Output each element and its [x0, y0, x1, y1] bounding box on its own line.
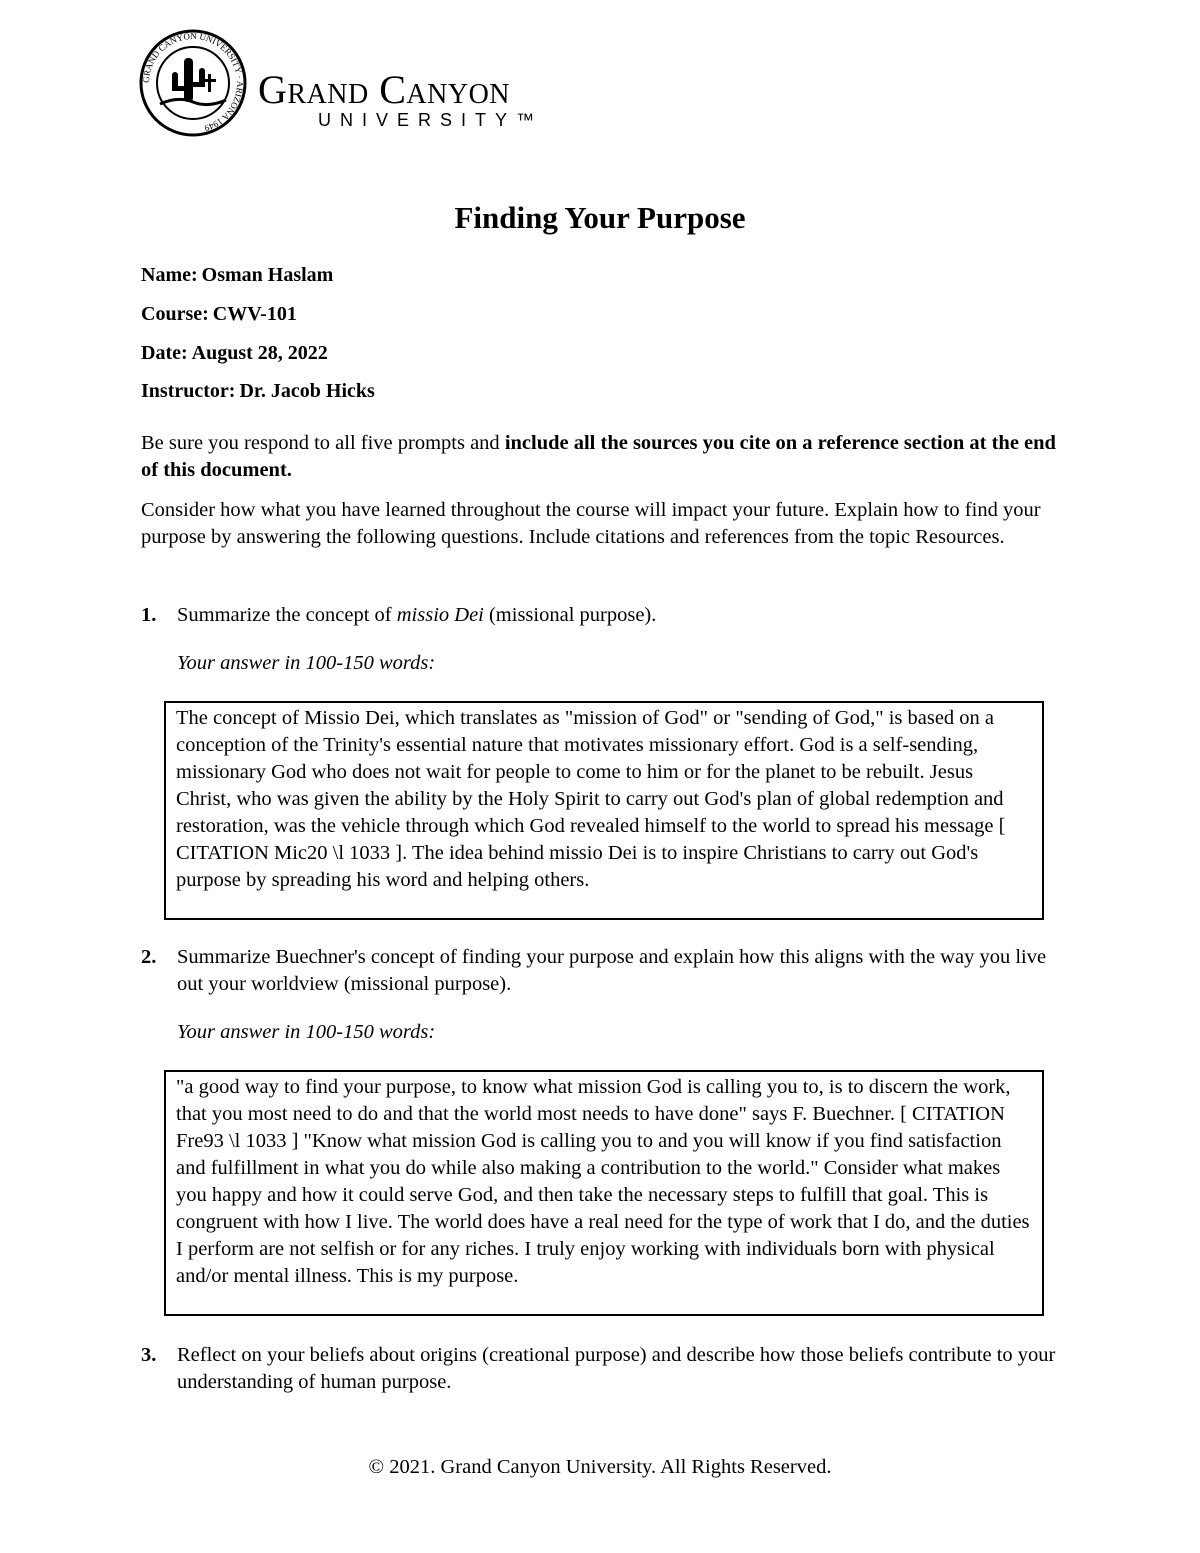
- answer-label-1: Your answer in 100-150 words:: [177, 652, 436, 674]
- name-label: Name:: [141, 264, 198, 286]
- course-label: Course:: [141, 303, 209, 325]
- intro-plain: Be sure you respond to all five prompts and: [141, 432, 505, 454]
- question-text: Summarize Buechner's concept of finding your purpose and explain how this aligns with the way you live out your worldview (missional purpose).: [177, 946, 1047, 995]
- instructions-body: Consider how what you have learned throughout the course will impact your future. Explain how to find your purpose by answering the following questions. Include citations and references from the topic Resources.: [141, 499, 1041, 548]
- instructions-intro: [141, 430, 1061, 484]
- answer-box-2[interactable]: "a good way to find your purpose, to know what mission God is calling you to, is to discern the work, that you most need to do and that the world most needs to have done" says F. Buechner. [ CITATION Fre93 \l 1033 ] "Know what mission God is calling you to and you will know if you find satisfaction and fulfillment in what you do while also making a contribution to the world." Consider what makes you happy and how it could serve God, and then take the necessary steps to fulfill that goal. This is congruent with how I live. The world does have a real need for the type of work that I do, and the duties I perform are not selfish or for any riches. I truly enjoy working with individuals born with physical and/or mental illness. This is my purpose.: [164, 1070, 1044, 1316]
- question-text: Reflect on your beliefs about origins (creational purpose) and describe how those beliefs contribute to your understanding of human purpose.: [177, 1344, 1056, 1393]
- course-line: [141, 303, 297, 326]
- name-value: Osman Haslam: [201, 264, 334, 286]
- answer-label-2: Your answer in 100-150 words:: [177, 1021, 436, 1043]
- svg-text:GRAND CANYON UNIVERSITY · ARIZ: GRAND CANYON UNIVERSITY · ARIZONA 1949: [140, 30, 246, 134]
- university-logo: [138, 28, 618, 138]
- instructor-label: Instructor:: [141, 380, 236, 402]
- question-number: 2.: [141, 946, 157, 968]
- copyright-footer: © 2021. Grand Canyon University. All Rights Reserved.: [368, 1456, 832, 1478]
- question-text: Summarize the concept of missio Dei (missional purpose).: [177, 604, 657, 626]
- course-value: CWV-101: [212, 303, 297, 325]
- wordmark-main: Grand Canyon: [258, 67, 511, 112]
- answer-box-1[interactable]: The concept of Missio Dei, which translates as "mission of God" or "sending of God," is based on a conception of the Trinity's essential nature that motivates missionary effort. God is a self-sending, missionary God who does not wait for people to come to him or for the planet to be rebuilt. Jesus Christ, who was given the ability by the Holy Spirit to carry out God's plan of global redemption and restoration, was the vehicle through which God revealed himself to the world to spread his message [ CITATION Mic20 \l 1033 ]. The idea behind missio Dei is to inspire Christians to carry out God's purpose by spreading his word and helping others.: [164, 701, 1044, 920]
- date-value: August 28, 2022: [191, 342, 328, 364]
- page-title: Finding Your Purpose: [454, 200, 746, 235]
- question-number: 1.: [141, 604, 157, 626]
- instructor-value: Dr. Jacob Hicks: [239, 380, 375, 402]
- date-label: Date:: [141, 342, 188, 364]
- instructor-line: [141, 380, 375, 403]
- wordmark-sub: UNIVERSITY™: [318, 110, 544, 130]
- question-number: 3.: [141, 1344, 157, 1366]
- name-line: [141, 264, 333, 287]
- university-seal-icon: [138, 28, 248, 138]
- date-line: [141, 342, 328, 365]
- intro-bold: include all the sources you cite on a reference section at the end of this document.: [141, 432, 1056, 481]
